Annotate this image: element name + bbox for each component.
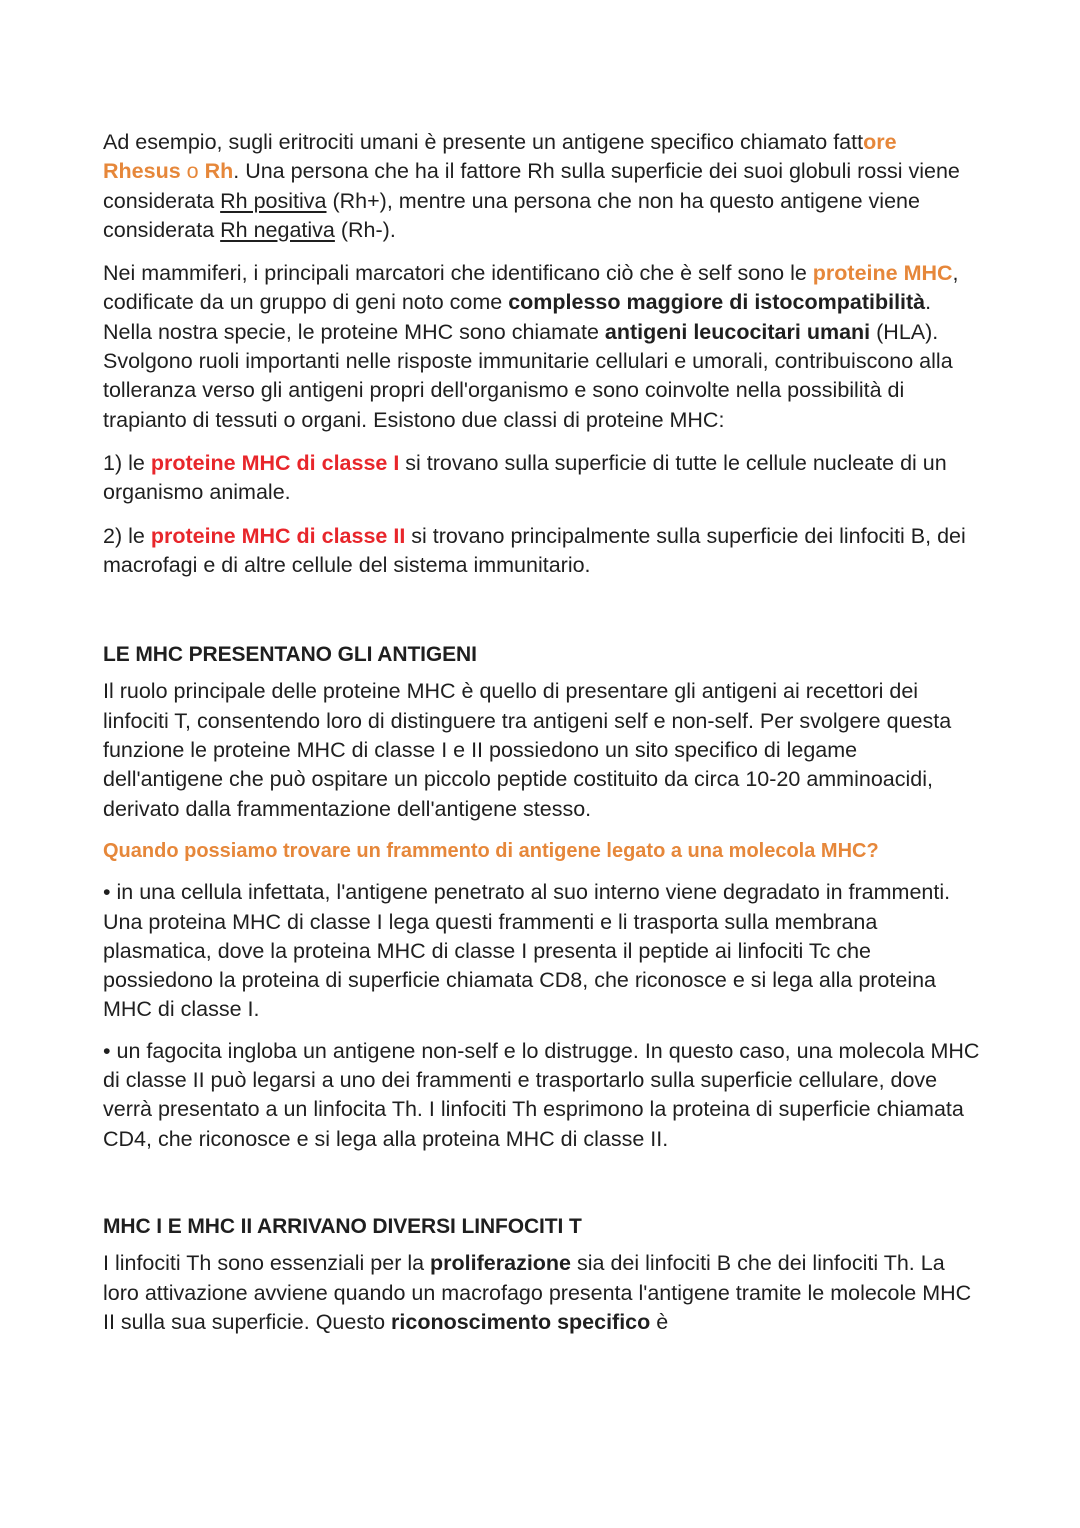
section-heading-antigen-presentation: LE MHC PRESENTANO GLI ANTIGENI <box>103 643 477 667</box>
paragraph-rh-factor <box>103 128 980 245</box>
term-mhc-complex: complesso maggiore di istocompatibilità <box>508 290 926 315</box>
text: Nei mammiferi, i principali marcatori che identificano ciò che è self sono le <box>103 261 813 286</box>
term-mhc-class-1: proteine MHC di classe I <box>150 450 400 475</box>
list-item-class-2 <box>103 522 980 581</box>
text: è <box>650 1309 669 1334</box>
highlight-text: ore <box>863 130 897 154</box>
term-rh: Rh <box>204 159 234 184</box>
paragraph-mhc-role: Il ruolo principale delle proteine MHC è quello di presentare gli antigeni ai recettori dei linfociti T, consentendo loro di distinguere tra antigeni self e non-self. Per svolgere questa funzione le proteine MHC di classe I e II possiedono un sito specifico di legame dell'antigene che può ospitare un piccolo peptide costituito da circa 10-20 amminoacidi, derivato dalla frammentazione dell'antigene stesso. <box>103 679 952 821</box>
term-mhc-class-2: proteine MHC di classe II <box>150 523 406 548</box>
text: (Rh-). <box>334 217 396 242</box>
question-heading: Quando possiamo trovare un frammento di antigene legato a una molecola MHC? <box>103 839 879 862</box>
term-mhc-proteins: proteine MHC <box>812 261 953 286</box>
text: . Una persona che ha il fattore Rh sulla superficie dei suoi globuli rossi viene considerata <box>103 159 960 213</box>
list-item-class-1 <box>103 449 980 508</box>
text: , codificate da un gruppo di geni noto come <box>103 261 959 315</box>
text: I linfociti Th sono essenziali per la <box>103 1251 431 1276</box>
text: si trovano sulla superficie di tutte le cellule nucleate di un organismo animale. <box>103 450 947 505</box>
text: sia dei linfociti B che dei linfociti Th. La loro attivazione avviene quando un macrofago presenta l'antigene tramite le molecole MHC II sulla sua superficie. Questo <box>103 1251 972 1334</box>
term-rhesus: Rhesus <box>103 159 181 184</box>
text: o <box>180 159 205 184</box>
paragraph-mhc <box>103 259 980 435</box>
text: (HLA). Svolgono ruoli importanti nelle risposte immunitarie cellulari e umorali, contribuiscono alla tolleranza verso gli antigeni propri dell'organismo e sono coinvolte nella possibilità di trapianto di tessuti o organi. Esistono due classi di proteine MHC: <box>103 319 953 432</box>
term-rh-negative: Rh negativa <box>220 217 335 242</box>
text: 1) le <box>103 450 151 475</box>
bullet-infected-cell: • in una cellula infettata, l'antigene penetrato al suo interno viene degradato in frammenti. Una proteina MHC di classe I lega questi frammenti e li trasporta sulla membrana plasmatica, dove la proteina MHC di classe I presenta il peptide ai linfociti Tc che possiedono la proteina di superficie chiamata CD8, che riconosce e si lega alla proteina MHC di classe I. <box>103 880 951 1022</box>
text: si trovano principalmente sulla superficie dei linfociti B, dei macrofagi e di altre cellule del sistema immunitario. <box>103 523 966 577</box>
section-heading-t-lymphocytes: MHC I E MHC II ARRIVANO DIVERSI LINFOCITI T <box>103 1214 582 1238</box>
paragraph-th-lymphocytes <box>103 1249 980 1337</box>
term-specific-recognition: riconoscimento specifico <box>391 1309 651 1334</box>
bullet-phagocyte: • un fagocita ingloba un antigene non-self e lo distrugge. In questo caso, una molecola MHC di classe II può legarsi a uno dei frammenti e trasportarlo sulla superficie cellulare, dove verrà presentato a un linfocita Th. I linfociti Th esprimono la proteina di superficie chiamata CD4, che riconosce e si lega alla proteina MHC di classe II. <box>103 1038 980 1151</box>
term-rh-positive: Rh positiva <box>220 188 327 213</box>
text: 2) le <box>103 523 151 548</box>
text: Ad esempio, sugli eritrociti umani è presente un antigene specifico chiamato fatt <box>103 130 864 154</box>
text: . Nella nostra specie, le proteine MHC sono chiamate <box>103 290 932 344</box>
text: (Rh+), mentre una persona che non ha questo antigene viene considerata <box>103 188 920 242</box>
term-proliferation: proliferazione <box>430 1251 572 1276</box>
term-hla: antigeni leucocitari umani <box>604 319 871 344</box>
